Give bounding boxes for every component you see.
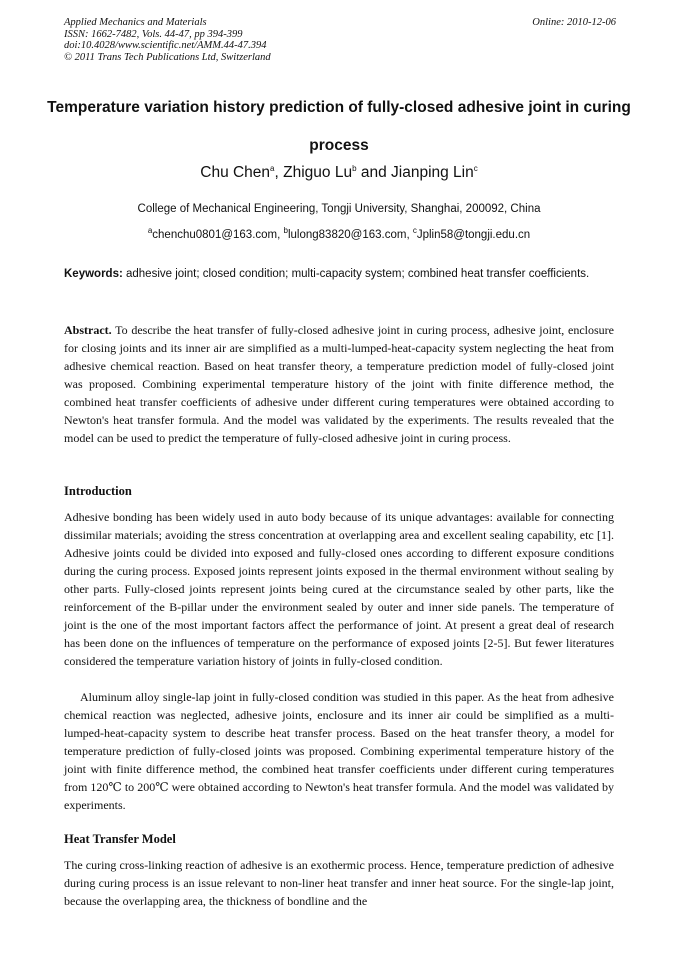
copyright-line: © 2011 Trans Tech Publications Ltd, Switzerland: [64, 51, 271, 63]
keywords-text: adhesive joint; closed condition; multi-capacity system; combined heat transfer coefficients.: [122, 268, 590, 280]
author-separator: and: [356, 164, 392, 181]
email-address: chenchu0801@163.com: [152, 229, 278, 241]
paper-title: Temperature variation history prediction of fully-closed adhesive joint in curing process: [47, 99, 631, 154]
email-mark: a: [147, 226, 153, 236]
running-header: [64, 17, 616, 63]
email-separator: ,: [406, 229, 413, 241]
intro-paragraph-2: Aluminum alloy single-lap joint in fully-closed condition was studied in this paper. As the heat from adhesive chemical reaction was neglected, adhesive joints, enclosure and its inner air could be simplified as a multi-lumped-heat-capacity system to describe heat transfer process. Based on the heat transfer theory, a model for temperature prediction of fully-closed joints was proposed. Combining experimental temperature history of the joint with finite difference method, the combined heat transfer coefficients under different curing temperatures from 120℃ to 200℃ were obtained according to Newton's heat transfer formula. And the model was validated by experiments.: [64, 690, 614, 812]
email-mark: b: [283, 226, 288, 236]
email-list: [0, 226, 678, 241]
journal-name: Applied Mechanics and Materials: [64, 17, 207, 28]
author-separator: ,: [274, 164, 284, 181]
author-mark: c: [473, 163, 478, 173]
email-separator: ,: [277, 229, 284, 241]
abstract-text: To describe the heat transfer of fully-closed adhesive joint in curing process, adhesive joint, enclosure for closing joints and its inner air are simplified as a multi-lumped-heat-capacity system neglecting the heat from adhesive chemical reaction. Based on heat transfer theory, a temperature prediction model of fully-closed joint was proposed. Combining experimental temperature history of the joint with finite difference method, the combined heat transfer coefficients of adhesive under different curing temperatures were obtained according to Newton's heat transfer formula. And the model was validated by the experiments. The results revealed that the model can be used to predict the temperature of fully-closed adhesive joint in curing process.: [64, 323, 614, 445]
keywords: [64, 265, 614, 283]
affiliation: College of Mechanical Engineering, Tongji University, Shanghai, 200092, China: [137, 203, 541, 215]
section-heading-heat-transfer-model: Heat Transfer Model: [64, 832, 176, 846]
section-heading-introduction: Introduction: [64, 484, 132, 498]
issn-line: ISSN: 1662-7482, Vols. 44-47, pp 394-399: [64, 28, 243, 40]
online-date: Online: 2010-12-06: [532, 17, 616, 28]
author-name: Jianping Lin: [391, 164, 474, 181]
email-address: lulong83820@163.com: [287, 229, 407, 241]
intro-paragraph-1: Adhesive bonding has been widely used in auto body because of its unique advantages: available for connecting dissimilar materials; avoiding the stress concentration at overlapping area and excellent sealing capability, etc [1]. Adhesive joints could be divided into exposed and fully-closed ones according to different exposure conditions during the curing process. Exposed joints represent joints exposed in the thermal environment without sealing by other parts. Fully-closed joints represent joints being cured at the circumstance sealed by other parts, like the reinforcement of the B-pillar under the environment sealed by outer and inner side panels. The temperature of joint is the one of the most important factors affect the performance of joint. At present a great deal of research has been done on the influences of temperature on the performance of exposed joints [2-5]. But fewer literatures considered the temperature variation history of joints in fully-closed condition.: [64, 510, 614, 668]
author-mark: a: [270, 163, 275, 173]
heat-transfer-paragraph-1: The curing cross-linking reaction of adhesive is an exothermic process. Hence, temperature prediction of adhesive during curing process is an issue relevant to non-liner heat transfer and inner heat source. For the single-lap joint, because the overlapping area, the thickness of bondline and the: [64, 858, 614, 908]
keywords-label: Keywords:: [64, 268, 123, 280]
abstract-label: Abstract.: [64, 323, 112, 337]
email-mark: c: [412, 226, 417, 236]
author-name: Chu Chen: [200, 164, 271, 181]
abstract: [64, 321, 614, 447]
doi-line: doi:10.4028/www.scientific.net/AMM.44-47.394: [64, 40, 267, 51]
author-list: [0, 164, 678, 182]
author-mark: b: [352, 163, 357, 173]
email-address: Jplin58@tongji.edu.cn: [416, 229, 531, 241]
author-name: Zhiguo Lu: [283, 164, 353, 181]
